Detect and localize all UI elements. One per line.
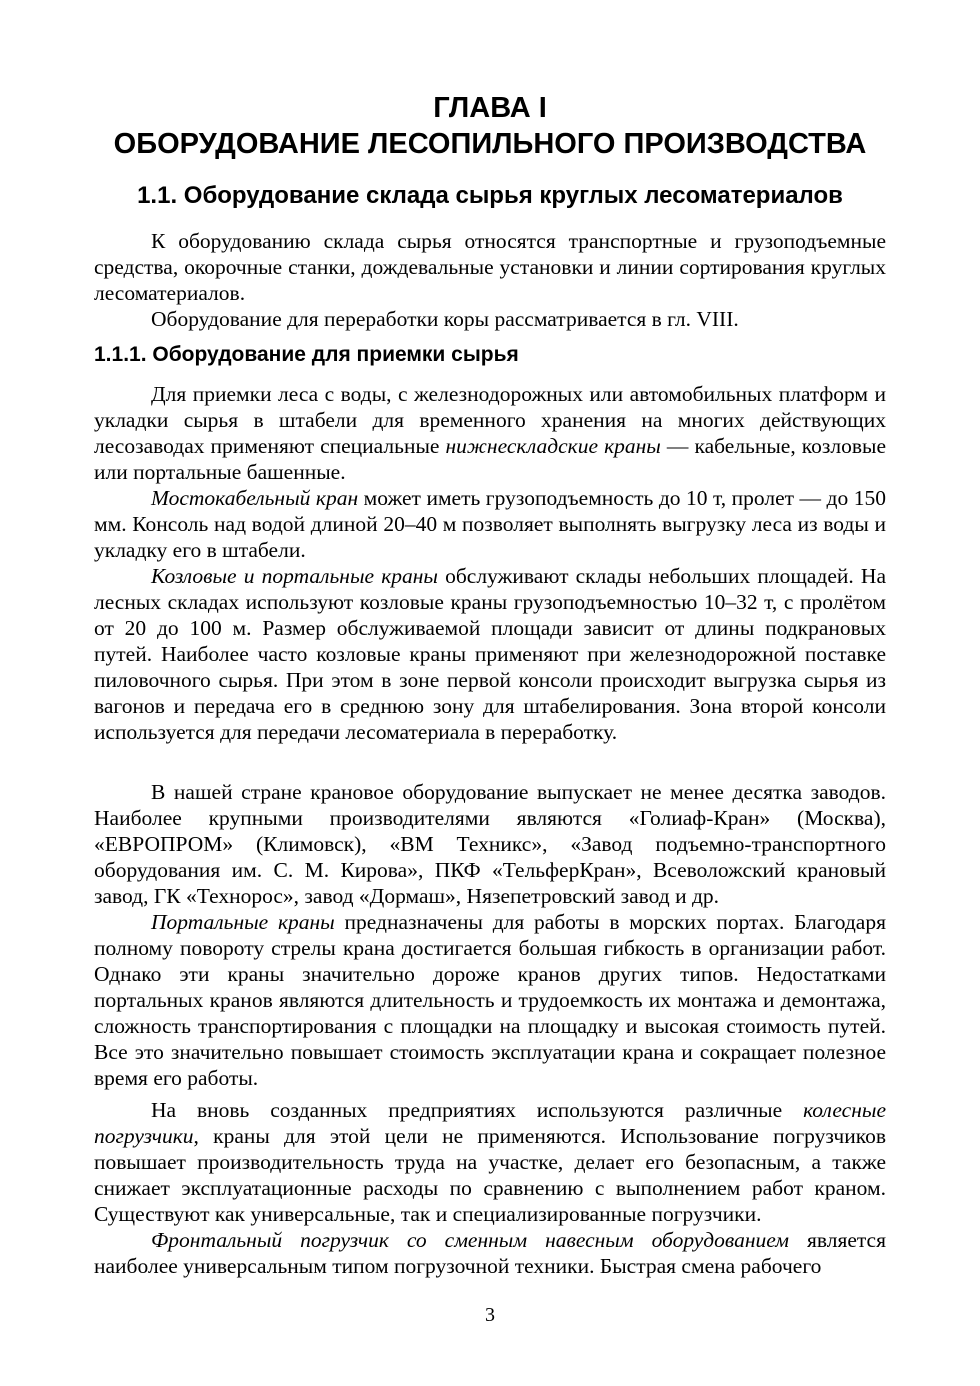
- paragraph-portal-cranes: Портальные краны предназначены для работы в морских портах. Благодаря полному повороту стрелы крана достигается большая гибкость в организации работ. Однако эти краны значительно дороже кранов других типов. Недостатками портальных кранов являются длительность и трудоемкость их монтажа и демонтажа, сложность транспортирования с площадки на площадку и высокая стоимость путей. Все это значительно повышает стоимость эксплуатации крана и сокращает полезное время его работы.: [94, 910, 886, 1090]
- intro-paragraph-2: Оборудование для переработки коры рассматривается в гл. VIII.: [151, 307, 739, 331]
- term-front-loader: Фронтальный погрузчик со сменным навесным оборудованием: [151, 1228, 789, 1252]
- paragraph-wheel-loaders: На вновь созданных предприятиях используются различные колесные погрузчики, краны для этой цели не применяются. Использование погрузчиков повышает производительность труда на участке, делает его безопасным, а также снижает эксплуатационные расходы по сравнению с выполнением работ краном. Существуют как универсальные, так и специализированные погрузчики.: [94, 1098, 886, 1226]
- paragraph-cranes-intro: Для приемки леса с воды, с железнодорожных или автомобильных платформ и укладки сырья в штабели для временного хранения на многих действующих лесозаводах применяют специальные нижнескладские краны — кабельные, козловые или портальные башенные.: [94, 382, 886, 484]
- paragraph-manufacturers: В нашей стране крановое оборудование выпускает не менее десятка заводов. Наиболее крупными производителями являются «Голиаф-Кран» (Москва), «ЕВРОПРОМ» (Климовск), «ВМ Техникс», «Завод подъемно-транспортного оборудования им. С. М. Кирова», ПКФ «ТельферКран», Всеволожский крановый завод, ГК «Технорос», завод «Дормаш», Нязепетровский завод и др.: [94, 780, 886, 908]
- section-heading: 1.1. Оборудование склада сырья круглых лесоматериалов: [137, 182, 843, 209]
- term-bridge-cable-crane: Мостокабельный кран: [151, 486, 359, 510]
- term-lower-storage-cranes: нижнескладские краны: [445, 434, 661, 458]
- paragraph-front-loader: Фронтальный погрузчик со сменным навесным оборудованием является наиболее универсальным типом погрузочной техники. Быстрая смена рабочего: [94, 1228, 886, 1278]
- chapter-title: ОБОРУДОВАНИЕ ЛЕСОПИЛЬНОГО ПРОИЗВОДСТВА: [113, 128, 867, 160]
- paragraph-gantry-cranes: Козловые и портальные краны обслуживают склады небольших площадей. На лесных складах используют козловые краны грузоподъемностью 10–32 т, с пролётом от 20 до 100 м. Размер обслуживаемой площади зависит от длины подкрановых путей. Наиболее часто козловые краны применяют при железнодорожной поставке пиловочного сырья. При этом в зоне первой консоли происходит выгрузка сырья из вагонов и передача его в среднюю зону для штабелирования. Зона второй консоли используется для передачи лесоматериала в переработку.: [94, 564, 886, 744]
- subsection-heading: 1.1.1. Оборудование для приемки сырья: [94, 343, 519, 366]
- term-wheel-loaders: колесные погрузчики: [94, 1098, 886, 1148]
- term-gantry-cranes: Козловые и портальные краны: [151, 564, 438, 588]
- term-portal-cranes: Портальные краны: [151, 910, 335, 934]
- intro-paragraph-1: К оборудованию склада сырья относятся транспортные и грузоподъемные средства, окорочные станки, дождевальные установки и линии сортирования круглых лесоматериалов.: [94, 229, 886, 305]
- page-number: 3: [485, 1304, 495, 1326]
- paragraph-bridge-cable-crane: Мостокабельный кран может иметь грузоподъемность до 10 т, пролет — до 150 мм. Консоль над водой длиной 20–40 м позволяет выполнять выгрузку леса из воды и укладку его в штабели.: [94, 486, 886, 562]
- chapter-label: ГЛАВА I: [433, 92, 547, 124]
